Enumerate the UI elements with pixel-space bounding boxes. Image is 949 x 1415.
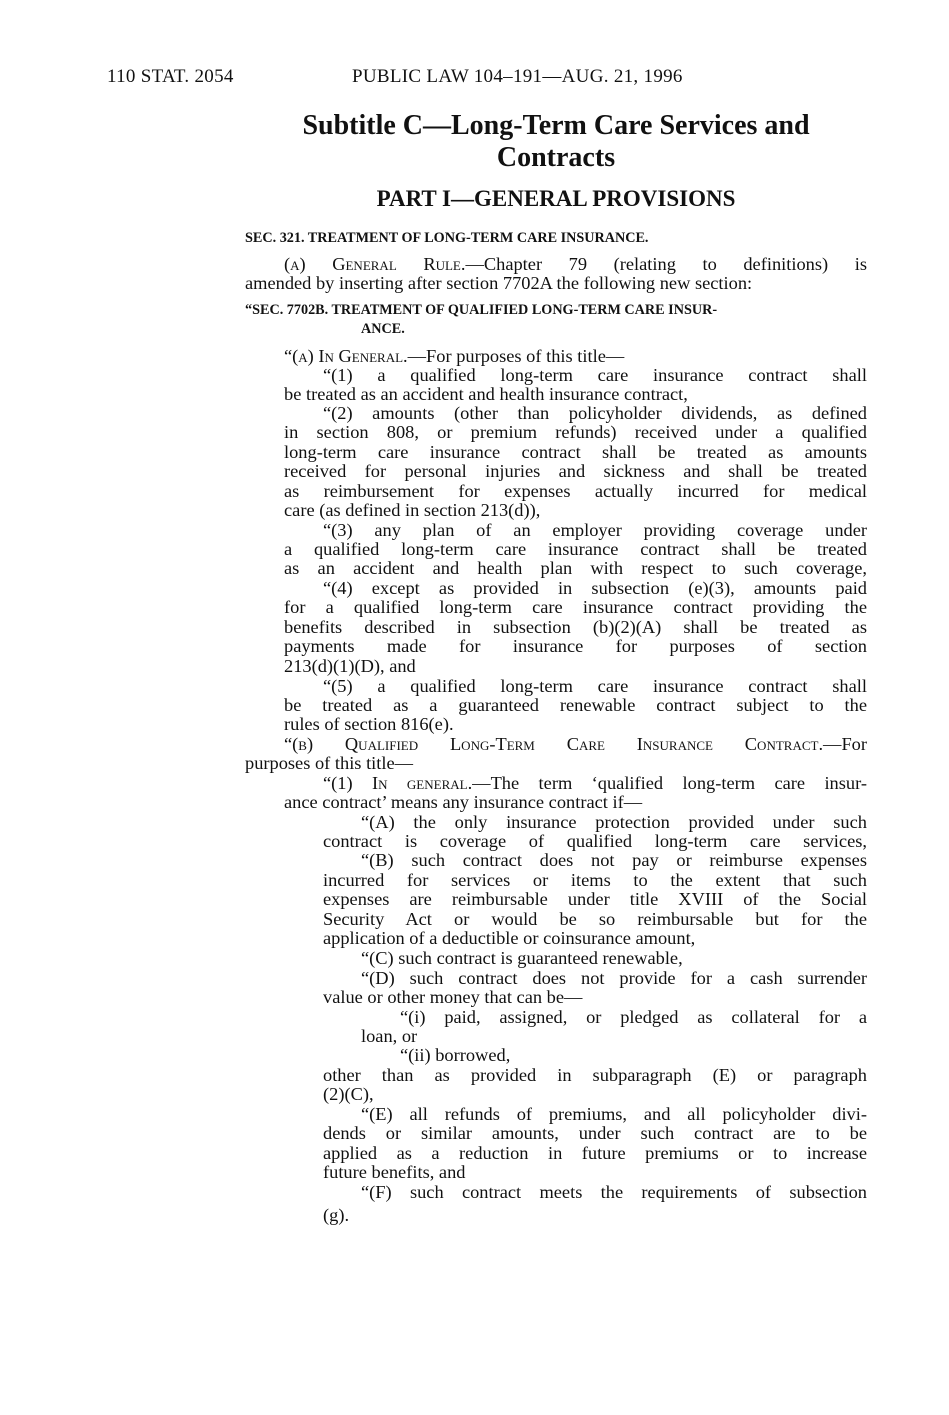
subparagraph-line: (2)(C), bbox=[323, 1084, 374, 1104]
paragraph-line: payments made for insurance for purposes of section bbox=[284, 636, 867, 656]
paragraph-line: ance contract’ means any insurance contract if— bbox=[284, 792, 643, 812]
paragraph-b1-text: —The term ‘qualified long-term care insur- bbox=[472, 773, 867, 793]
paragraph-line: rules of section 816(e). bbox=[284, 714, 454, 734]
section-heading: SEC. 321. TREATMENT OF LONG-TERM CARE INSURANCE. bbox=[245, 230, 649, 246]
paragraph-line: for a qualified long-term care insurance contract providing the bbox=[284, 597, 867, 617]
clause-line: “(i) paid, assigned, or pledged as collateral for a bbox=[400, 1007, 867, 1027]
subtitle-line: Contracts bbox=[496, 142, 616, 173]
subparagraph-line: (g). bbox=[323, 1205, 350, 1225]
subsection-a-heading bbox=[284, 347, 624, 367]
public-law-header: PUBLIC LAW 104–191—AUG. 21, 1996 bbox=[352, 66, 683, 87]
new-section-heading: “SEC. 7702B. TREATMENT OF QUALIFIED LONG-TERM CARE INSUR- bbox=[245, 302, 718, 318]
subsection-b-caption: “(b) Qualified Long-Term Care Insurance Contract. bbox=[284, 734, 824, 754]
stat-page-number: 110 STAT. 2054 bbox=[107, 66, 234, 87]
paragraph-line: “(5) a qualified long-term care insurance contract shall bbox=[323, 676, 867, 696]
paragraph-line: as an accident and health plan with respect to such coverage, bbox=[284, 558, 867, 578]
subparagraph-line: other than as provided in subparagraph (E) or paragraph bbox=[323, 1065, 867, 1085]
subparagraph-line: contract is coverage of qualified long-term care services, bbox=[323, 831, 867, 851]
part-heading: PART I—GENERAL PROVISIONS bbox=[376, 186, 736, 211]
clause-line: “(ii) borrowed, bbox=[400, 1045, 511, 1065]
subparagraph-line: expenses are reimbursable under title XVIII of the Social bbox=[323, 889, 867, 909]
subparagraph-line: “(B) such contract does not pay or reimburse expenses bbox=[361, 850, 867, 870]
paragraph-b1-caption: “(1) In general. bbox=[323, 773, 473, 793]
paragraph-line: received for personal injuries and sickness and shall be treated bbox=[284, 461, 867, 481]
subparagraph-line: dends or similar amounts, under such contract are to be bbox=[323, 1123, 867, 1143]
paragraph-line: “(4) except as provided in subsection (e)(3), amounts paid bbox=[323, 578, 867, 598]
paragraph-line: as reimbursement for expenses actually incurred for medical bbox=[284, 481, 867, 501]
subsection-b-text: —For bbox=[823, 734, 867, 754]
subsection-a-text: —For purposes of this title— bbox=[407, 346, 625, 366]
subparagraph-line: “(E) all refunds of premiums, and all policyholder divi- bbox=[361, 1104, 867, 1124]
subparagraph-line: application of a deductible or coinsurance amount, bbox=[323, 928, 696, 948]
paragraph-line: be treated as an accident and health insurance contract, bbox=[284, 384, 688, 404]
paragraph-line: “(2) amounts (other than policyholder dividends, as defined bbox=[323, 403, 867, 423]
paragraph-line: in section 808, or premium refunds) received under a qualified bbox=[284, 422, 867, 442]
paragraph-line: care (as defined in section 213(d)), bbox=[284, 500, 541, 520]
general-rule-line: amended by inserting after section 7702A the following new section: bbox=[245, 273, 753, 293]
general-rule-caption: (a) General Rule. bbox=[284, 254, 466, 274]
new-section-heading: ANCE. bbox=[361, 321, 405, 337]
paragraph-line: be treated as a guaranteed renewable contract subject to the bbox=[284, 695, 867, 715]
paragraph-line: 213(d)(1)(D), and bbox=[284, 656, 416, 676]
subparagraph-line: value or other money that can be— bbox=[323, 987, 583, 1007]
subparagraph-line: applied as a reduction in future premiums or to increase bbox=[323, 1143, 867, 1163]
paragraph-line: “(1) a qualified long-term care insurance contract shall bbox=[323, 365, 867, 385]
subparagraph-line: Security Act or would be so reimbursable but for the bbox=[323, 909, 867, 929]
clause-line: loan, or bbox=[361, 1026, 418, 1046]
paragraph-line: “(3) any plan of an employer providing coverage under bbox=[323, 520, 867, 540]
paragraph-b1-heading bbox=[323, 774, 867, 794]
subsection-b-line: purposes of this title— bbox=[245, 753, 414, 773]
subparagraph-line: “(A) the only insurance protection provided under such bbox=[361, 812, 867, 832]
subparagraph-line: “(F) such contract meets the requirements of subsection bbox=[361, 1182, 867, 1202]
subsection-a-caption: “(a) In General. bbox=[284, 346, 408, 366]
subtitle-line: Subtitle C—Long-Term Care Services and bbox=[302, 110, 810, 141]
subparagraph-line: “(D) such contract does not provide for a cash surrender bbox=[361, 968, 867, 988]
subparagraph-line: future benefits, and bbox=[323, 1162, 466, 1182]
general-rule-text: —Chapter 79 (relating to definitions) is bbox=[465, 254, 867, 274]
paragraph-line: a qualified long-term care insurance contract shall be treated bbox=[284, 539, 867, 559]
subparagraph-line: incurred for services or items to the extent that such bbox=[323, 870, 867, 890]
general-rule-line bbox=[284, 255, 867, 275]
paragraph-line: benefits described in subsection (b)(2)(A) shall be treated as bbox=[284, 617, 867, 637]
paragraph-line: long-term care insurance contract shall be treated as amounts bbox=[284, 442, 867, 462]
subtitle-heading bbox=[245, 110, 867, 174]
subsection-b-heading bbox=[284, 735, 867, 755]
subparagraph-line: “(C) such contract is guaranteed renewable, bbox=[361, 948, 683, 968]
